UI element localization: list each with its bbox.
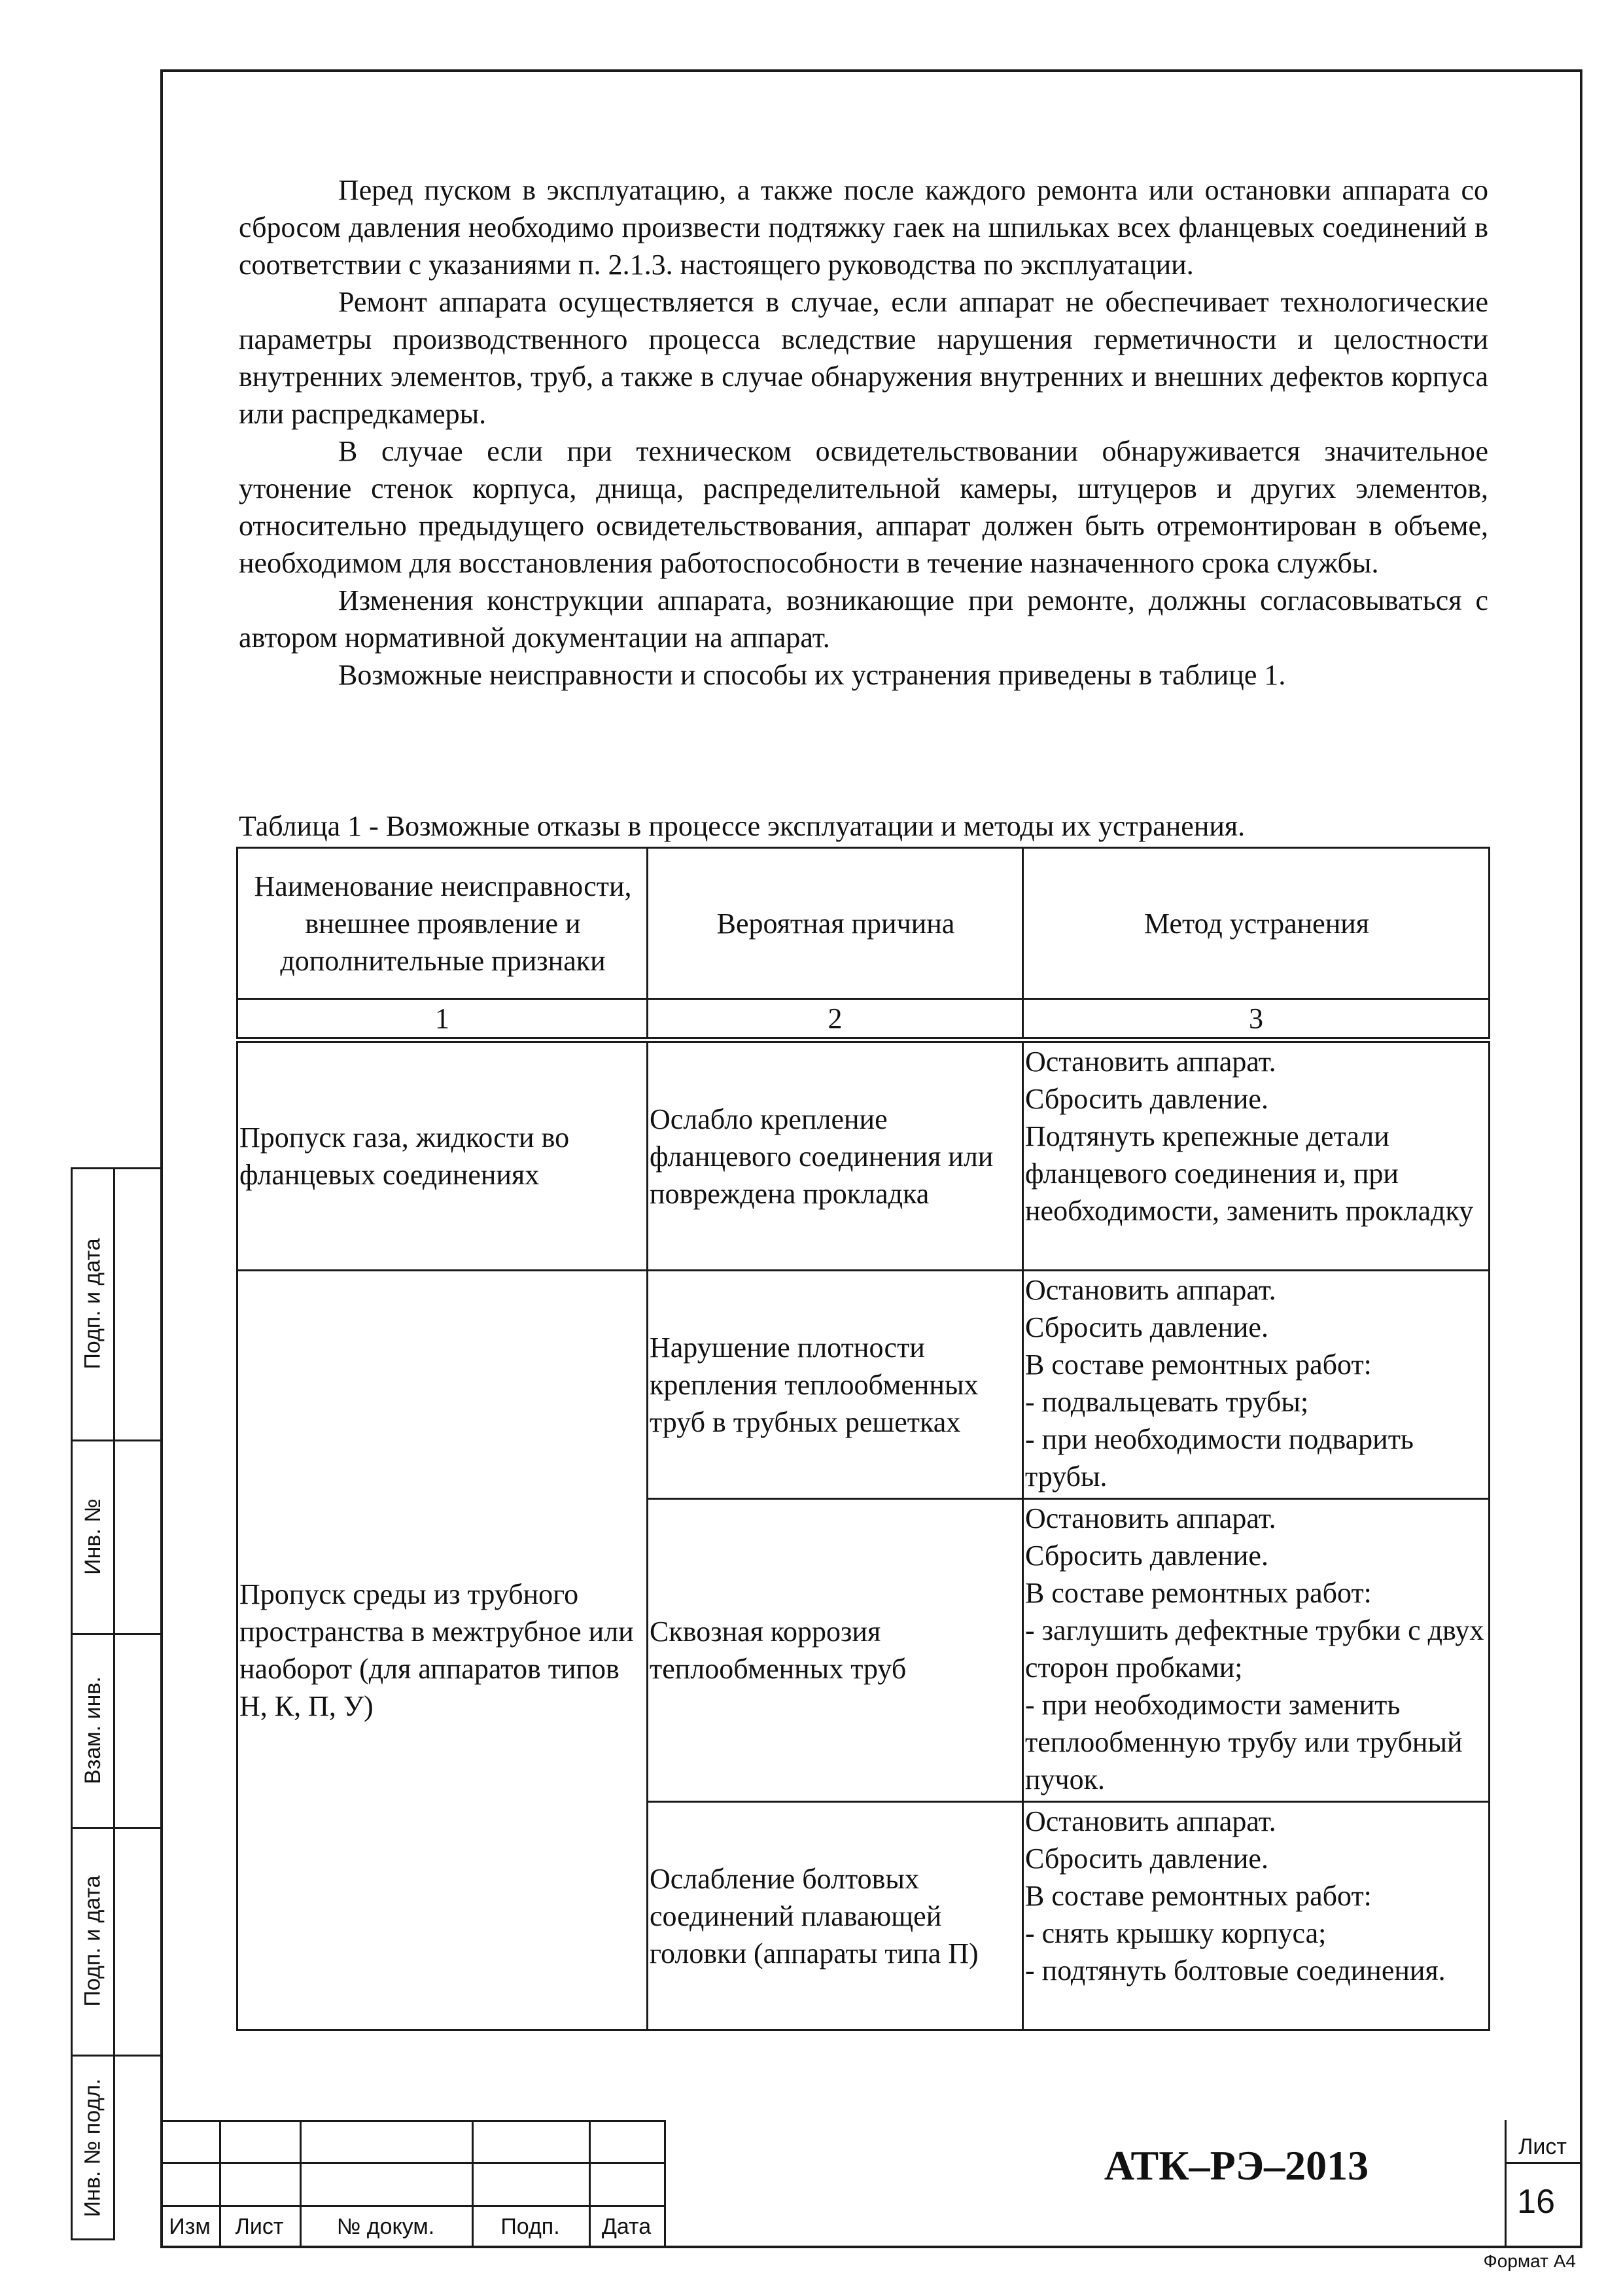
column-label: № докум. [336,2214,435,2239]
margin-label-sign-date: Подп. и дата [80,1237,105,1369]
cause-cell: Нарушение плотности крепления теплообменных труб в трубных решетках [648,1271,1023,1499]
paragraph: В случае если при техническом освидетельствовании обнаруживается значительное утонение стенок корпуса, днища, распределительной камеры, штуцеров и других элементов, относительно предыдущего освидетельствования, аппарат должен быть отремонтирован в объеме, необходимом для восстановления работоспособности в течение назначенного срока службы. [239,435,1488,579]
method-cell: Остановить аппарат. Сбросить давление. В составе ремонтных работ: - подвальцевать трубы; - при необходимости подварить трубы. [1023,1271,1490,1499]
method-cell: Остановить аппарат. Сбросить давление. Подтянуть крепежные детали фланцевого соединения и, при необходимости, заменить прокладку [1023,1040,1490,1271]
table-caption: Таблица 1 - Возможные отказы в процессе эксплуатации и методы их устранения. [239,810,1246,842]
column-number: 3 [1023,999,1490,1040]
table-row [237,1040,1490,1271]
fault-cell: Пропуск среды из трубного пространства в межтрубное или наоборот (для аппаратов типов Н, К, П, У) [237,1271,648,2030]
header-fault: Наименование неисправности, внешнее проявление и дополнительные признаки [237,848,648,999]
header-cause: Вероятная причина [648,848,1023,999]
paragraph: Ремонт аппарата осуществляется в случае, если аппарат не обеспечивает технологические параметры производственного процесса вследствие нарушения герметичности и целостности внутренних элементов, труб, а также в случае обнаружения внутренних и внешних дефектов корпуса или распредкамеры. [239,286,1488,430]
margin-label-sign-date: Подп. и дата [80,1875,105,2007]
column-number: 1 [237,999,648,1040]
paragraph: Перед пуском в эксплуатацию, а также после каждого ремонта или остановки аппарата со сбросом давления необходимо произвести подтяжку гаек на шпильках всех фланцевых соединений в соответствии с указаниями п. 2.1.3. настоящего руководства по эксплуатации. [239,174,1488,281]
margin-label-inv-no: Инв. № [80,1498,105,1575]
column-number: 2 [648,999,1023,1040]
table-header-row [237,848,1490,999]
cause-cell: Ослабление болтовых соединений плавающей головки (аппараты типа П) [648,1802,1023,2030]
margin-value-column [114,1167,162,2240]
method-cell: Остановить аппарат. Сбросить давление. В составе ремонтных работ: - заглушить дефектные трубки с двух сторон пробками; - при необходимости заменить теплообменную трубу или трубный пучок. [1023,1499,1490,1802]
cause-cell: Сквозная коррозия теплообменных труб [648,1499,1023,1802]
body-text [239,171,1488,694]
margin-label-original-inv: Инв. № подл. [80,2078,105,2217]
sheet-number: 16 [1517,2183,1555,2221]
sheet-label: Лист [1518,2134,1567,2159]
paragraph: Изменения конструкции аппарата, возникающие при ремонте, должны согласовываться с автором нормативной документации на аппарат. [239,584,1488,654]
table-number-row [237,999,1490,1040]
margin-label-replace-inv: Взам. инв. [80,1676,105,1784]
column-label: Изм [169,2214,211,2239]
table-row [237,1271,1490,1499]
column-label: Лист [235,2214,284,2239]
column-label: Подп. [500,2214,560,2239]
method-cell: Остановить аппарат. Сбросить давление. В составе ремонтных работ: - снять крышку корпуса; - подтянуть болтовые соединения. [1023,1802,1490,2030]
paragraph: Возможные неисправности и способы их устранения приведены в таблице 1. [338,659,1286,691]
header-method: Метод устранения [1023,848,1490,999]
fault-cell: Пропуск газа, жидкости во фланцевых соединениях [237,1040,648,1271]
cause-cell: Ослабло крепление фланцевого соединения или повреждена прокладка [648,1040,1023,1271]
column-label: Дата [601,2214,652,2239]
title-block [160,2120,1582,2248]
faults-table [236,847,1490,2031]
document-code: АТК–РЭ–2013 [1104,2142,1369,2189]
format-label: Формат А4 [1483,2251,1576,2271]
